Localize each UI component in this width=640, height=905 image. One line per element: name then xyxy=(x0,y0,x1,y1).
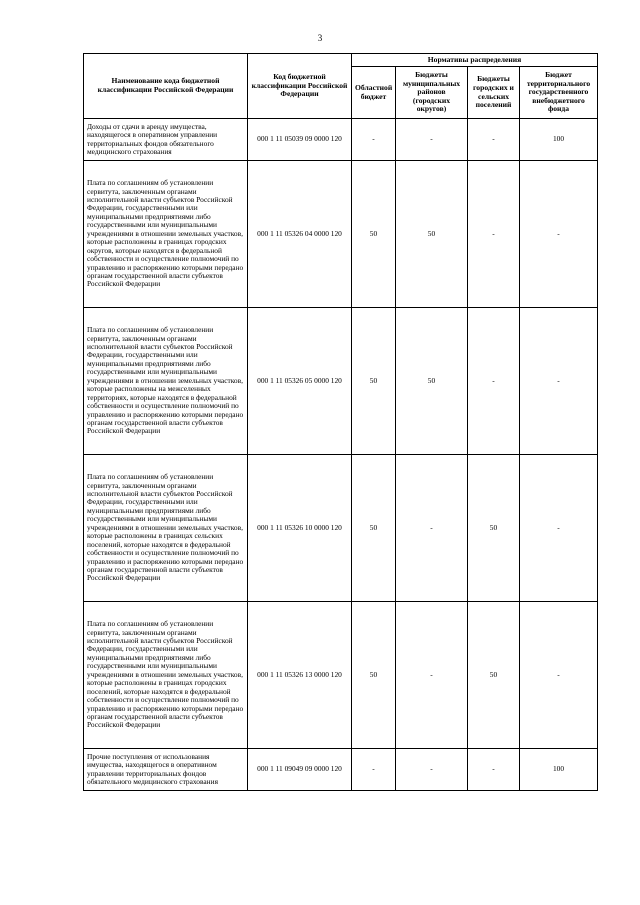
row-settlements: - xyxy=(468,308,520,455)
row-municipal: - xyxy=(396,749,468,791)
row-code: 000 1 11 09049 09 0000 120 xyxy=(248,749,352,791)
header-norms-group: Нормативы распределения xyxy=(352,54,598,67)
row-name: Плата по соглашениям об установлении сервитута, заключенным органами исполнительной власти субъектов Российской Федерации, государственными или муниципальными предприятиями либо государственными или муниципальными учреждениями в отношении земельных участков, которые расположены на межселенных территориях, которые находятся в федеральной собственности и осуществление полномочий по управлению и распоряжению которыми передано органам государственной власти субъектов Российской Федерации xyxy=(84,308,248,455)
row-municipal: 50 xyxy=(396,161,468,308)
header-municipal: Бюджеты муниципальных районов (городских округов) xyxy=(396,67,468,119)
row-settlements: - xyxy=(468,161,520,308)
row-name: Плата по соглашениям об установлении сервитута, заключенным органами исполнительной власти субъектов Российской Федерации, государственными или муниципальными предприятиями либо государственными или муниципальными учреждениями в отношении земельных участков, которые расположены в границах городских округов, которые находятся в федеральной собственности и осуществление полномочий по управлению и распоряжению которыми передано органам государственной власти субъектов Российской Федерации xyxy=(84,161,248,308)
table-row xyxy=(84,119,598,161)
row-code: 000 1 11 05326 04 0000 120 xyxy=(248,161,352,308)
row-regional: - xyxy=(352,749,396,791)
row-fund: 100 xyxy=(520,119,598,161)
header-settlements: Бюджеты городских и сельских поселений xyxy=(468,67,520,119)
row-regional: 50 xyxy=(352,602,396,749)
row-regional: 50 xyxy=(352,308,396,455)
budget-classification-table xyxy=(83,53,598,791)
row-name: Прочие поступления от использования имущества, находящегося в оперативном управлении территориальных фондов обязательного медицинского страхования xyxy=(84,749,248,791)
header-regional: Областной бюджет xyxy=(352,67,396,119)
row-municipal: - xyxy=(396,119,468,161)
row-settlements: - xyxy=(468,119,520,161)
table-row xyxy=(84,602,598,749)
row-name: Плата по соглашениям об установлении сервитута, заключенным органами исполнительной власти субъектов Российской Федерации, государственными или муниципальными предприятиями либо государственными или муниципальными учреждениями в отношении земельных участков, которые расположены в границах городских поселений, которые находятся в федеральной собственности и осуществление полномочий по управлению и распоряжению которыми передано органам государственной власти субъектов Российской Федерации xyxy=(84,602,248,749)
row-code: 000 1 11 05326 13 0000 120 xyxy=(248,602,352,749)
row-settlements: 50 xyxy=(468,602,520,749)
row-municipal: - xyxy=(396,455,468,602)
header-code: Код бюджетной классификации Российской Федерации xyxy=(248,54,352,119)
header-fund: Бюджет территориального государственного внебюджетного фонда xyxy=(520,67,598,119)
row-code: 000 1 11 05039 09 0000 120 xyxy=(248,119,352,161)
table-row xyxy=(84,749,598,791)
row-settlements: - xyxy=(468,749,520,791)
table-row xyxy=(84,455,598,602)
row-fund: - xyxy=(520,308,598,455)
table-row xyxy=(84,161,598,308)
row-fund: - xyxy=(520,161,598,308)
row-regional: 50 xyxy=(352,161,396,308)
row-code: 000 1 11 05326 05 0000 120 xyxy=(248,308,352,455)
table-row xyxy=(84,308,598,455)
row-fund: - xyxy=(520,455,598,602)
row-settlements: 50 xyxy=(468,455,520,602)
row-name: Доходы от сдачи в аренду имущества, находящегося в оперативном управлении территориальных фондов обязательного медицинского страхования xyxy=(84,119,248,161)
row-municipal: - xyxy=(396,602,468,749)
row-regional: - xyxy=(352,119,396,161)
row-fund: 100 xyxy=(520,749,598,791)
row-name: Плата по соглашениям об установлении сервитута, заключенным органами исполнительной власти субъектов Российской Федерации, государственными или муниципальными предприятиями либо государственными или муниципальными учреждениями в отношении земельных участков, которые расположены в границах сельских поселений, которые находятся в федеральной собственности и осуществление полномочий по управлению и распоряжению которыми передано органам государственной власти субъектов Российской Федерации xyxy=(84,455,248,602)
row-code: 000 1 11 05326 10 0000 120 xyxy=(248,455,352,602)
header-name: Наименование кода бюджетной классификации Российской Федерации xyxy=(84,54,248,119)
row-fund: - xyxy=(520,602,598,749)
row-municipal: 50 xyxy=(396,308,468,455)
page-number: 3 xyxy=(317,33,323,43)
row-regional: 50 xyxy=(352,455,396,602)
